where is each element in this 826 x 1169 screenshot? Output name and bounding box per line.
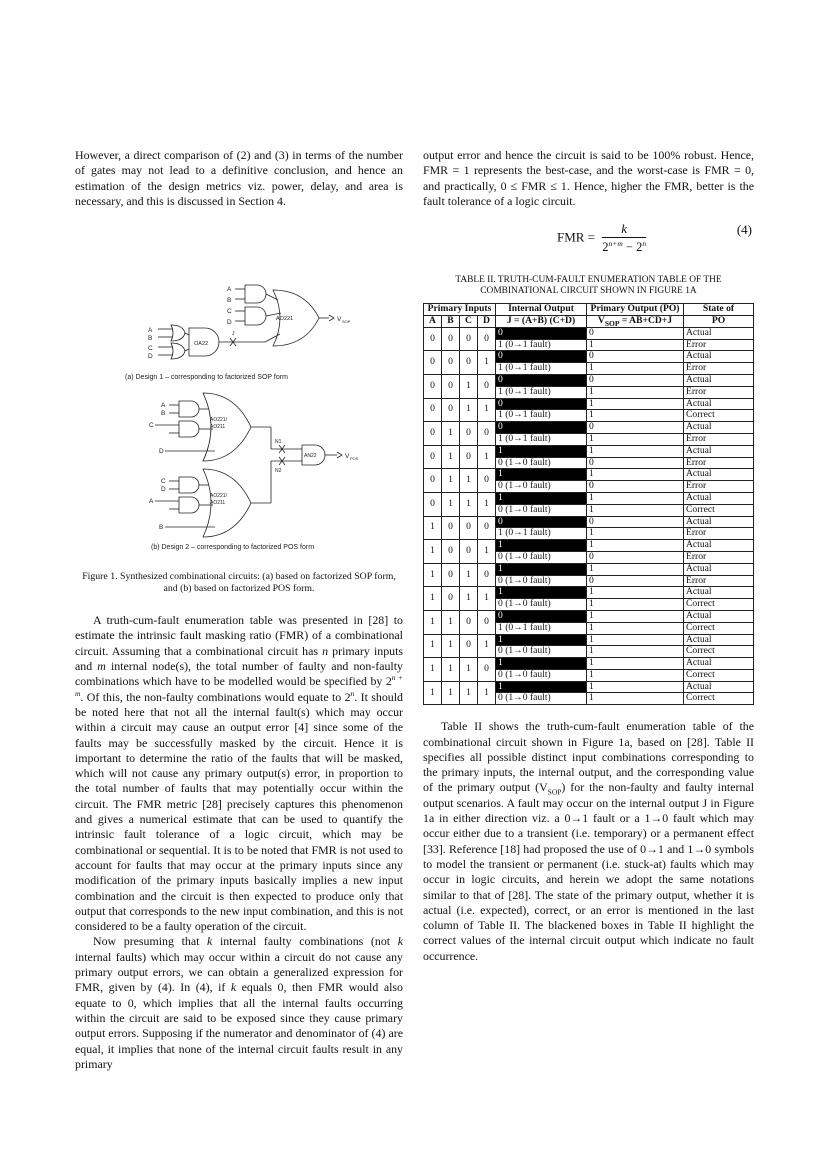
label-n2: N2 — [275, 468, 282, 475]
input-d: 0 — [478, 658, 496, 682]
input-d: 1 — [478, 492, 496, 516]
label-a: A — [227, 286, 232, 294]
table-row — [424, 658, 754, 670]
input-b: 0 — [442, 398, 460, 422]
label-b: B — [227, 297, 232, 305]
paragraph: A truth-cum-fault enumeration table was presented in [28] to estimate the intrinsic fault masking ratio (FMR) of a combinational circuit. Assuming that a combinational circuit has n primary inputs and m internal node(s), the total number of faulty and non-faulty combinations which have to be modelled would be specified by $2^{n + m}$. Of this, the non-faulty combinations would equate to 2$^n$. It should be noted here that not all the internal fault(s) which may occur within a circuit may cause an output error [4] since some of the faults may be successfully masked by the circuit. Hence it is important to determine the ratio of the faults that will be masked, which will not cause any primary output(s) error, in proportion to the total number of faults that may potentially occur within the circuit. The FMR metric [28] precisely captures this phenomenon and gives a numerical estimate that can be used to quantify the intrinsic fault tolerance of a logic circuit, which may be combinational or sequential. It is to be noted that FMR is not used to account for faults that may occur at the primary inputs since any modification of the primary inputs basically implies a new input combination and the circuit is then expected to produce only that output that corresponds to the new input combination, and this is not considered to be a faulty operation of the circuit. — [75, 613, 404, 934]
primary-output-actual: 1 — [587, 445, 684, 457]
internal-output-fault: 0 (1→0 fault) — [496, 693, 587, 705]
design-2-labels — [149, 402, 359, 551]
state-fault: Error — [684, 481, 754, 493]
primary-output-fault: 1 — [587, 363, 684, 375]
paragraph: Table II shows the truth-cum-fault enumeration table of the combinational circuit shown in Figure 1a, based on [28]. Table II specifies all possible distinct input combinations corresponding to the primary inputs, the internal output, and the corresponding value of the primary output $(V_{SOP})$ for the non-faulty and faulty internal output scenarios. A fault may occur on the internal output J in Figure 1a in either direction viz. a 0→1 fault or a 1→0 fault which may occur either due to a transient (i.e. temporary) or a permanent effect [33]. Reference [18] had proposed the use of 0→1 and 1→0 symbols to model the transient or permanent (i.e. stuck-at) faults which may occur in logic circuits, and herein we adopt the same notations similar to that of [28]. The state of the primary output, whether it is actual (i.e. expected), correct, or an error is mentioned in the last column of Table II. The blackened boxes in Table II highlight the correct values of the internal circuit output which indicate no fault occurrence. — [423, 719, 754, 963]
truth-table — [423, 303, 754, 705]
internal-output-actual: 1 — [496, 540, 587, 552]
label-ao221-ao211: AO221/ — [210, 493, 227, 500]
state-fault: Correct — [684, 622, 754, 634]
table-row — [424, 516, 754, 528]
header-internal-output: Internal Output — [496, 304, 587, 316]
equation-lhs: FMR = — [557, 229, 596, 245]
label-c: C — [149, 422, 154, 430]
primary-output-fault: 1 — [587, 693, 684, 705]
input-b: 1 — [442, 445, 460, 469]
input-a: 0 — [424, 327, 442, 351]
primary-output-actual: 0 — [587, 327, 684, 339]
state-fault: Correct — [684, 599, 754, 611]
input-d: 0 — [478, 327, 496, 351]
input-b: 0 — [442, 351, 460, 375]
table-row — [424, 422, 754, 434]
input-a: 1 — [424, 587, 442, 611]
input-b: 0 — [442, 374, 460, 398]
design-1-labels — [125, 286, 351, 381]
input-d: 0 — [478, 469, 496, 493]
primary-output-fault: 1 — [587, 410, 684, 422]
primary-output-actual: 1 — [587, 540, 684, 552]
input-a: 0 — [424, 422, 442, 446]
input-b: 1 — [442, 634, 460, 658]
input-c: 1 — [460, 563, 478, 587]
table-row — [424, 327, 754, 339]
input-a: 1 — [424, 658, 442, 682]
input-a: 0 — [424, 374, 442, 398]
internal-output-fault: 0 (1→0 fault) — [496, 457, 587, 469]
input-c: 0 — [460, 634, 478, 658]
figure-caption: Figure 1. Synthesized combinational circuits: (a) based on factorized SOP form, and (b) based on factorized POS form. — [82, 571, 396, 595]
input-a: 1 — [424, 516, 442, 540]
primary-output-fault: 1 — [587, 646, 684, 658]
design-2-pos — [155, 393, 342, 537]
state-actual: Actual — [684, 658, 754, 670]
input-c: 1 — [460, 681, 478, 705]
input-d: 0 — [478, 610, 496, 634]
label-vpos: V — [345, 453, 350, 461]
label-vsop: V — [337, 316, 342, 324]
label-a: A — [149, 498, 154, 506]
state-fault: Error — [684, 433, 754, 445]
caption-a: (a) Design 1 – corresponding to factorized SOP form — [125, 374, 288, 382]
table-row — [424, 587, 754, 599]
input-d: 1 — [478, 445, 496, 469]
equation-denominator: $2^{n+m} - 2^n$ — [602, 239, 647, 255]
figure-1 — [75, 215, 403, 565]
table-row — [424, 445, 754, 457]
input-c: 0 — [460, 610, 478, 634]
input-c: 1 — [460, 492, 478, 516]
state-fault: Error — [684, 551, 754, 563]
primary-output-fault: 1 — [587, 599, 684, 611]
state-actual: Actual — [684, 492, 754, 504]
internal-output-actual: 0 — [496, 398, 587, 410]
label-oa22: OA22 — [194, 341, 209, 348]
caption-b: (b) Design 2 – corresponding to factorized POS form — [151, 544, 315, 552]
primary-output-actual: 1 — [587, 398, 684, 410]
input-a: 1 — [424, 610, 442, 634]
header-po: PO — [684, 315, 754, 327]
paragraph: Now presuming that k internal faulty combinations (not k internal faults) which may occur within a circuit do not cause any primary output errors, we can obtain a generalized expression for FMR, given by (4). In (4), if k equals 0, then FMR would also equate to 0, which implies that all the internal faults occurring within the circuit are said to be exposed since they cause primary output errors. Supposing if the numerator and denominator of (4) are equal, it implies that none of the internal circuit faults result in any primary — [75, 934, 403, 1071]
input-d: 0 — [478, 374, 496, 398]
internal-output-fault: 1 (0→1 fault) — [496, 386, 587, 398]
left-column — [75, 148, 403, 1072]
primary-output-actual: 0 — [587, 422, 684, 434]
internal-output-fault: 0 (1→0 fault) — [496, 599, 587, 611]
paragraph: However, a direct comparison of (2) and (3) in terms of the number of gates may not lead to a definitive conclusion, and hence an estimation of the design metrics viz. power, delay, and area is necessary, and this is discussed in Section 4. — [75, 148, 403, 208]
internal-output-actual: 1 — [496, 681, 587, 693]
header-b: B — [442, 315, 460, 327]
internal-output-fault: 0 (1→0 fault) — [496, 504, 587, 516]
label-ao221-ao211: AO221/ — [210, 417, 227, 424]
header-j-expr: J = (A+B) (C+D) — [496, 315, 587, 327]
label-ao211: AO211 — [210, 424, 226, 431]
internal-output-fault: 1 (0→1 fault) — [496, 433, 587, 445]
header-vsop-expr: $V_{SOP} = AB+CD+J$ — [587, 315, 684, 327]
internal-output-actual: 0 — [496, 516, 587, 528]
label-d: D — [161, 486, 166, 494]
state-actual: Actual — [684, 374, 754, 386]
internal-output-actual: 0 — [496, 351, 587, 363]
internal-output-actual: 1 — [496, 634, 587, 646]
state-actual: Actual — [684, 445, 754, 457]
internal-output-fault: 0 (1→0 fault) — [496, 646, 587, 658]
table-row — [424, 540, 754, 552]
label-d: D — [148, 353, 153, 361]
primary-output-actual: 1 — [587, 469, 684, 481]
table-row — [424, 681, 754, 693]
label-b: B — [161, 410, 166, 418]
input-b: 0 — [442, 587, 460, 611]
internal-output-actual: 1 — [496, 469, 587, 481]
input-c: 1 — [460, 398, 478, 422]
label-d: D — [159, 448, 164, 456]
input-d: 1 — [478, 587, 496, 611]
primary-output-actual: 0 — [587, 516, 684, 528]
state-fault: Error — [684, 575, 754, 587]
internal-output-actual: 1 — [496, 658, 587, 670]
primary-output-fault: 1 — [587, 504, 684, 516]
input-a: 0 — [424, 445, 442, 469]
state-actual: Actual — [684, 540, 754, 552]
equation-4 — [423, 219, 754, 261]
input-d: 0 — [478, 516, 496, 540]
state-actual: Actual — [684, 398, 754, 410]
internal-output-fault: 1 (0→1 fault) — [496, 363, 587, 375]
state-actual: Actual — [684, 587, 754, 599]
header-primary-inputs: Primary Inputs — [424, 304, 496, 316]
input-b: 1 — [442, 469, 460, 493]
internal-output-fault: 0 (1→0 fault) — [496, 669, 587, 681]
header-primary-output: Primary Output (PO) — [587, 304, 684, 316]
internal-output-actual: 1 — [496, 563, 587, 575]
state-actual: Actual — [684, 351, 754, 363]
internal-output-fault: 0 (1→0 fault) — [496, 575, 587, 587]
input-c: 0 — [460, 327, 478, 351]
state-actual: Actual — [684, 422, 754, 434]
right-column — [423, 148, 754, 964]
state-fault: Error — [684, 528, 754, 540]
input-a: 0 — [424, 469, 442, 493]
internal-output-actual: 1 — [496, 587, 587, 599]
input-b: 1 — [442, 658, 460, 682]
input-d: 1 — [478, 634, 496, 658]
primary-output-fault: 1 — [587, 386, 684, 398]
state-fault: Error — [684, 457, 754, 469]
internal-output-fault: 1 (0→1 fault) — [496, 622, 587, 634]
internal-output-actual: 0 — [496, 374, 587, 386]
state-actual: Actual — [684, 634, 754, 646]
label-c: C — [148, 345, 153, 353]
input-a: 1 — [424, 681, 442, 705]
input-b: 1 — [442, 422, 460, 446]
state-fault: Error — [684, 363, 754, 375]
state-fault: Error — [684, 339, 754, 351]
input-b: 1 — [442, 610, 460, 634]
primary-output-actual: 1 — [587, 681, 684, 693]
circuit-diagram — [75, 215, 403, 560]
input-c: 1 — [460, 658, 478, 682]
primary-output-actual: 1 — [587, 492, 684, 504]
input-c: 0 — [460, 540, 478, 564]
input-d: 0 — [478, 563, 496, 587]
label-a: A — [161, 402, 166, 410]
primary-output-fault: 0 — [587, 457, 684, 469]
internal-output-fault: 0 (1→0 fault) — [496, 551, 587, 563]
table-row — [424, 634, 754, 646]
state-actual: Actual — [684, 327, 754, 339]
primary-output-actual: 1 — [587, 587, 684, 599]
input-b: 0 — [442, 327, 460, 351]
label-b: B — [159, 524, 164, 532]
state-actual: Actual — [684, 563, 754, 575]
state-fault: Correct — [684, 646, 754, 658]
state-fault: Correct — [684, 410, 754, 422]
primary-output-fault: 1 — [587, 528, 684, 540]
primary-output-fault: 0 — [587, 551, 684, 563]
primary-output-actual: 1 — [587, 610, 684, 622]
paragraph: output error and hence the circuit is said to be 100% robust. Hence, FMR = 1 represents the best-case, and the worst-case is FMR = 0, and practically, 0 ≤ FMR ≤ 1. Hence, higher the FMR, better is the fault tolerance of a logic circuit. — [423, 148, 754, 208]
primary-output-fault: 1 — [587, 622, 684, 634]
input-c: 0 — [460, 351, 478, 375]
state-actual: Actual — [684, 681, 754, 693]
label-vsop-sub: SOP — [342, 319, 351, 325]
internal-output-actual: 1 — [496, 492, 587, 504]
state-actual: Actual — [684, 516, 754, 528]
input-c: 0 — [460, 422, 478, 446]
label-c: C — [227, 308, 232, 316]
state-actual: Actual — [684, 610, 754, 622]
internal-output-actual: 0 — [496, 422, 587, 434]
input-b: 0 — [442, 563, 460, 587]
table-row — [424, 374, 754, 386]
input-c: 1 — [460, 469, 478, 493]
input-d: 1 — [478, 351, 496, 375]
primary-output-actual: 0 — [587, 351, 684, 363]
input-a: 1 — [424, 540, 442, 564]
state-fault: Correct — [684, 504, 754, 516]
internal-output-fault: 1 (0→1 fault) — [496, 339, 587, 351]
state-fault: Correct — [684, 669, 754, 681]
primary-output-actual: 1 — [587, 634, 684, 646]
input-b: 1 — [442, 492, 460, 516]
primary-output-fault: 0 — [587, 575, 684, 587]
table-body — [424, 327, 754, 705]
input-d: 0 — [478, 422, 496, 446]
label-ao211: AO211 — [210, 500, 226, 507]
internal-output-fault: 0 (1→0 fault) — [496, 481, 587, 493]
equation-numerator: k — [602, 221, 646, 238]
input-c: 0 — [460, 516, 478, 540]
state-fault: Correct — [684, 693, 754, 705]
input-c: 0 — [460, 445, 478, 469]
header-state: State of — [684, 304, 754, 316]
equation-body — [557, 221, 646, 256]
input-a: 0 — [424, 351, 442, 375]
input-a: 1 — [424, 634, 442, 658]
internal-output-fault: 1 (0→1 fault) — [496, 528, 587, 540]
input-a: 1 — [424, 563, 442, 587]
input-c: 1 — [460, 587, 478, 611]
table-row — [424, 563, 754, 575]
input-d: 1 — [478, 540, 496, 564]
table-row — [424, 351, 754, 363]
state-actual: Actual — [684, 469, 754, 481]
input-b: 1 — [442, 681, 460, 705]
primary-output-fault: 0 — [587, 481, 684, 493]
input-b: 0 — [442, 540, 460, 564]
label-d: D — [227, 319, 232, 327]
label-vpos-sub: POS — [350, 456, 359, 462]
primary-output-actual: 1 — [587, 563, 684, 575]
header-c: C — [460, 315, 478, 327]
primary-output-fault: 1 — [587, 339, 684, 351]
input-a: 0 — [424, 398, 442, 422]
input-a: 0 — [424, 492, 442, 516]
header-a: A — [424, 315, 442, 327]
header-d: D — [478, 315, 496, 327]
label-a: A — [148, 327, 153, 335]
input-d: 1 — [478, 398, 496, 422]
design-1-sop — [158, 285, 334, 359]
table-row — [424, 610, 754, 622]
primary-output-fault: 1 — [587, 433, 684, 445]
table-row — [424, 398, 754, 410]
input-d: 1 — [478, 681, 496, 705]
label-n1: N1 — [275, 439, 282, 446]
input-b: 0 — [442, 516, 460, 540]
label-j: J — [232, 331, 235, 338]
label-c: C — [161, 478, 166, 486]
table-row — [424, 492, 754, 504]
table-caption: TABLE II. TRUTH-CUM-FAULT ENUMERATION TABLE OF THE COMBINATIONAL CIRCUIT SHOWN IN FIGURE 1A — [455, 275, 722, 297]
equation-number: (4) — [736, 222, 752, 238]
primary-output-fault: 1 — [587, 669, 684, 681]
internal-output-actual: 1 — [496, 445, 587, 457]
state-fault: Error — [684, 386, 754, 398]
internal-output-actual: 0 — [496, 610, 587, 622]
internal-output-fault: 1 (0→1 fault) — [496, 410, 587, 422]
primary-output-actual: 1 — [587, 658, 684, 670]
label-ao221: AO221 — [276, 316, 294, 323]
label-b: B — [148, 335, 153, 343]
internal-output-actual: 0 — [496, 327, 587, 339]
label-an22: AN22 — [304, 453, 317, 460]
input-c: 1 — [460, 374, 478, 398]
primary-output-actual: 0 — [587, 374, 684, 386]
equation-fraction — [602, 221, 646, 256]
table-row — [424, 469, 754, 481]
